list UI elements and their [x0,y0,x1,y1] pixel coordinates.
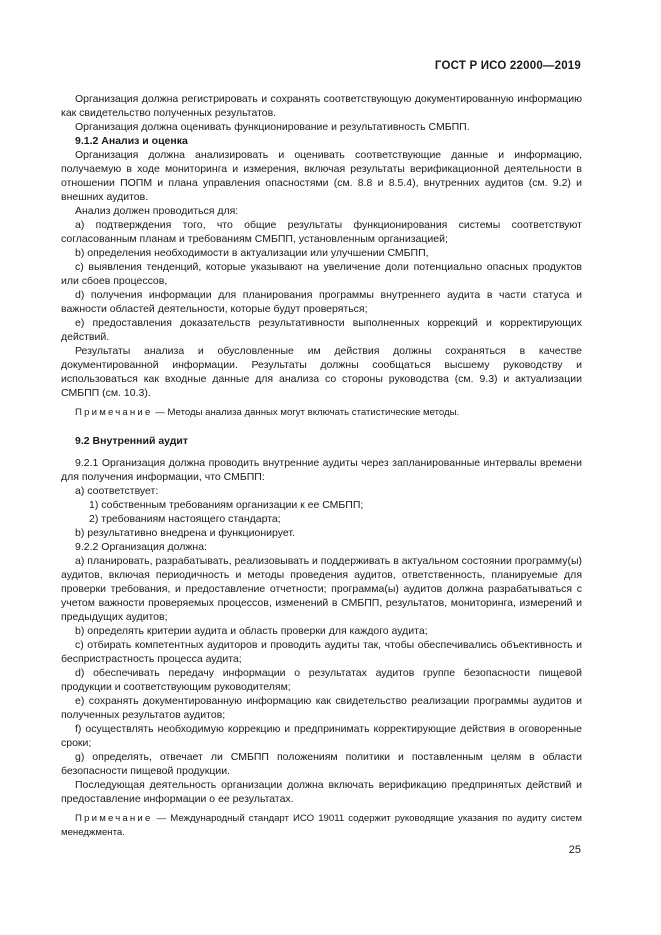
list-item: f) осуществлять необходимую коррекцию и предпринимать корректирующие действия в оговоренные сроки; [61,723,582,749]
list-item: b) определения необходимости в актуализации или улучшении СМБПП, [75,247,429,259]
document-body [61,92,582,840]
document-header: ГОСТ Р ИСО 22000—2019 [434,60,581,72]
list-item: c) выявления тенденций, которые указывают на увеличение доли потенциально опасных продуктов или сбоев процессов, [61,261,582,287]
list-item: a) подтверждения того, что общие результаты функционирования системы соответствуют согласованным планам и требованиям СМБПП, установленным организацией; [61,219,582,245]
section-heading-9-2: 9.2 Внутренний аудит [75,435,188,447]
list-item: d) обеспечивать передачу информации о результатах аудитов группе безопасности пищевой продукции и соответствующим руководителям; [61,667,582,693]
list-item: c) отбирать компетентных аудиторов и проводить аудиты так, чтобы обеспечивались объективность и беспристрастность процесса аудита; [61,639,582,665]
paragraph: 9.2.1 Организация должна проводить внутренние аудиты через запланированные интервалы времени для получения информации, что СМБПП: [61,457,582,483]
list-item: a) планировать, разрабатывать, реализовывать и поддерживать в актуальном состоянии программу(ы) аудитов, включая периодичность и методы проведения аудитов, ответственность, планируемые для проверки требования, и предоставление отчетности; программа(ы) аудитов должна разрабатываться с учетом важности проверяемых процессов, изменений в СМБПП, результатов, мониторинга, измерений и предыдущих аудитов; [61,555,582,623]
paragraph: Анализ должен проводиться для: [75,205,239,217]
list-subitem: 2) требованиям настоящего стандарта; [89,513,281,525]
paragraph: Результаты анализа и обусловленные им действия должны сохраняться в качестве документированной информации. Результаты должны сообщаться высшему руководству и использоваться как входные данные для анализа со стороны руководства (см. 9.3) и актуализации СМБПП (см. 10.3). [61,345,582,399]
list-item: a) соответствует: [75,485,159,497]
section-heading-9-1-2: 9.1.2 Анализ и оценка [75,135,188,147]
list-item: b) определять критерии аудита и область проверки для каждого аудита; [75,625,428,637]
note-label: Примечание [75,813,153,824]
paragraph: Последующая деятельность организации должна включать верификацию предпринятых действий и предоставление информации о ее результатах. [61,779,582,805]
note [61,406,582,420]
list-item: e) предоставления доказательств результативности выполненных коррекций и корректирующих действий. [61,317,582,343]
paragraph: Организация должна анализировать и оценивать соответствующие данные и информацию, получаемую в ходе мониторинга и измерения, включая результаты верификационной деятельности в отношении ПОПМ и плана управления опасностями (см. 8.8 и 8.5.4), внутренних аудитов (см. 9.2) и внешних аудитов. [61,149,582,203]
list-item: g) определять, отвечает ли СМБПП положениям политики и поставленным целям в области безопасности пищевой продукции. [61,751,582,777]
note-label: Примечание [75,407,153,418]
note-text: — Методы анализа данных могут включать статистические методы. [152,407,460,418]
list-item: e) сохранять документированную информацию как свидетельство реализации программы аудитов и полученных результатов аудитов; [61,695,582,721]
note [61,812,582,840]
paragraph: Организация должна оценивать функционирование и результативность СМБПП. [75,121,470,133]
paragraph: Организация должна регистрировать и сохранять соответствующую документированную информацию как свидетельство полученных результатов. [61,93,582,119]
page-number: 25 [568,844,581,856]
paragraph: 9.2.2 Организация должна: [75,541,207,553]
list-item: d) получения информации для планирования программы внутреннего аудита в части статуса и важности областей деятельности, которые будут проверяться; [61,289,582,315]
note-text: — Международный стандарт ИСО 19011 содержит руководящие указания по аудиту систем менеджмента. [61,813,582,838]
list-subitem: 1) собственным требованиям организации к ее СМБПП; [89,499,364,511]
list-item: b) результативно внедрена и функционирует. [75,527,295,539]
